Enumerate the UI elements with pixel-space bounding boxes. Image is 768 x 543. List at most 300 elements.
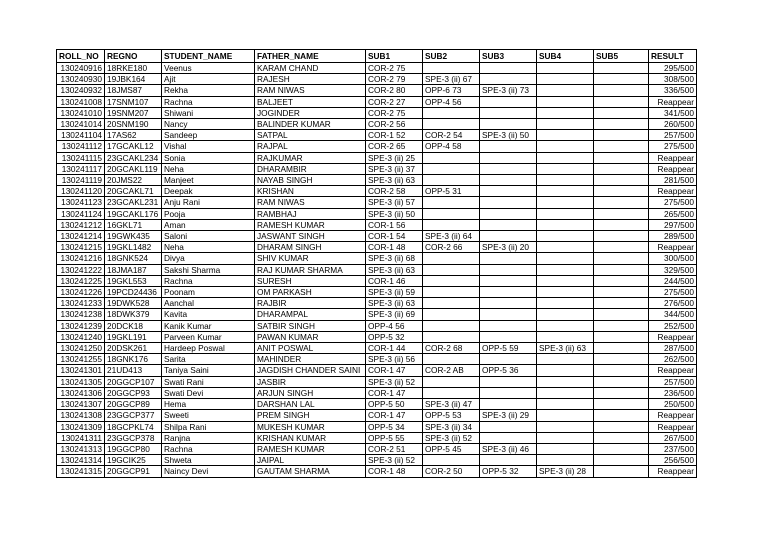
cell-roll-no: 130241123 [57, 197, 105, 208]
table-row [57, 287, 697, 298]
cell-sub5 [594, 74, 649, 85]
cell-student-name: Aanchal [162, 298, 255, 309]
cell-father-name: DARSHAN LAL [255, 399, 366, 410]
cell-sub5 [594, 354, 649, 365]
cell-father-name: RAMBHAJ [255, 208, 366, 219]
cell-sub1: OPP-5 55 [366, 432, 423, 443]
cell-sub1: SPE-3 (ii) 63 [366, 264, 423, 275]
cell-sub4 [537, 197, 594, 208]
cell-roll-no: 130241214 [57, 231, 105, 242]
cell-sub4 [537, 432, 594, 443]
cell-sub1: SPE-3 (ii) 50 [366, 208, 423, 219]
cell-roll-no: 130241124 [57, 208, 105, 219]
cell-sub5 [594, 376, 649, 387]
cell-sub2 [423, 152, 480, 163]
cell-sub4 [537, 376, 594, 387]
cell-sub1: COR-2 75 [366, 63, 423, 74]
cell-result: 336/500 [649, 85, 697, 96]
cell-sub3: SPE-3 (ii) 46 [480, 443, 537, 454]
cell-sub2: SPE-3 (ii) 52 [423, 432, 480, 443]
cell-sub4 [537, 287, 594, 298]
cell-father-name: JASBIR [255, 376, 366, 387]
cell-roll-no: 130241314 [57, 455, 105, 466]
cell-sub1: OPP-5 34 [366, 421, 423, 432]
cell-regno: 20GGCP91 [105, 466, 162, 477]
cell-father-name: KRISHAN [255, 186, 366, 197]
cell-sub3 [480, 163, 537, 174]
cell-roll-no: 130241010 [57, 107, 105, 118]
cell-sub1: COR-2 75 [366, 107, 423, 118]
cell-sub2 [423, 287, 480, 298]
table-row [57, 399, 697, 410]
cell-sub2 [423, 298, 480, 309]
cell-student-name: Deepak [162, 186, 255, 197]
cell-father-name: OM PARKASH [255, 287, 366, 298]
cell-regno: 20GCAKL71 [105, 186, 162, 197]
table-row [57, 96, 697, 107]
cell-result: Reappear [649, 242, 697, 253]
cell-roll-no: 130241225 [57, 275, 105, 286]
cell-roll-no: 130240932 [57, 85, 105, 96]
table-row [57, 365, 697, 376]
cell-regno: 20GGCP93 [105, 387, 162, 398]
cell-sub2 [423, 253, 480, 264]
cell-sub3: SPE-3 (ii) 29 [480, 410, 537, 421]
table-row [57, 320, 697, 331]
cell-sub5 [594, 96, 649, 107]
cell-student-name: Kavita [162, 309, 255, 320]
cell-sub3 [480, 455, 537, 466]
table-row [57, 141, 697, 152]
table-row [57, 387, 697, 398]
table-row [57, 443, 697, 454]
cell-sub2 [423, 219, 480, 230]
cell-father-name: SURESH [255, 275, 366, 286]
cell-sub1: COR-1 47 [366, 365, 423, 376]
cell-result: 287/500 [649, 343, 697, 354]
cell-sub2: OPP-5 45 [423, 443, 480, 454]
table-row [57, 466, 697, 477]
cell-sub5 [594, 264, 649, 275]
table-row [57, 163, 697, 174]
cell-sub1: COR-2 65 [366, 141, 423, 152]
cell-sub3 [480, 219, 537, 230]
cell-roll-no: 130241309 [57, 421, 105, 432]
cell-roll-no: 130241120 [57, 186, 105, 197]
cell-student-name: Neha [162, 163, 255, 174]
cell-result: 257/500 [649, 376, 697, 387]
cell-sub1: COR-2 27 [366, 96, 423, 107]
cell-student-name: Hardeep Poswal [162, 343, 255, 354]
cell-regno: 18GNK524 [105, 253, 162, 264]
cell-student-name: Shiwani [162, 107, 255, 118]
cell-result: Reappear [649, 410, 697, 421]
cell-regno: 19GCIK25 [105, 455, 162, 466]
header-row [57, 50, 697, 63]
cell-result: Reappear [649, 96, 697, 107]
cell-sub3 [480, 63, 537, 74]
cell-sub2: OPP-6 73 [423, 85, 480, 96]
cell-student-name: Pooja [162, 208, 255, 219]
cell-sub5 [594, 343, 649, 354]
cell-father-name: JOGINDER [255, 107, 366, 118]
cell-regno: 17GCAKL12 [105, 141, 162, 152]
cell-sub5 [594, 432, 649, 443]
cell-result: 300/500 [649, 253, 697, 264]
cell-sub2: SPE-3 (ii) 47 [423, 399, 480, 410]
table-row [57, 197, 697, 208]
cell-father-name: RAJBIR [255, 298, 366, 309]
cell-father-name: GAUTAM SHARMA [255, 466, 366, 477]
cell-student-name: Swati Devi [162, 387, 255, 398]
cell-sub1: SPE-3 (ii) 57 [366, 197, 423, 208]
cell-sub1: SPE-3 (ii) 63 [366, 298, 423, 309]
header-result: RESULT [649, 50, 697, 63]
cell-sub3 [480, 119, 537, 130]
cell-father-name: RAMESH KUMAR [255, 443, 366, 454]
cell-result: 244/500 [649, 275, 697, 286]
cell-sub3 [480, 152, 537, 163]
cell-student-name: Shweta [162, 455, 255, 466]
cell-sub2: OPP-4 56 [423, 96, 480, 107]
cell-sub4 [537, 331, 594, 342]
cell-sub3 [480, 421, 537, 432]
cell-roll-no: 130241301 [57, 365, 105, 376]
cell-sub1: OPP-5 32 [366, 331, 423, 342]
cell-roll-no: 130241311 [57, 432, 105, 443]
cell-sub4 [537, 208, 594, 219]
cell-student-name: Saloni [162, 231, 255, 242]
cell-roll-no: 130241112 [57, 141, 105, 152]
cell-sub2 [423, 163, 480, 174]
cell-result: 341/500 [649, 107, 697, 118]
cell-sub3 [480, 197, 537, 208]
table-row [57, 331, 697, 342]
table-row [57, 130, 697, 141]
cell-roll-no: 130241119 [57, 175, 105, 186]
cell-sub4 [537, 309, 594, 320]
cell-student-name: Rachna [162, 443, 255, 454]
cell-sub2: SPE-3 (ii) 64 [423, 231, 480, 242]
cell-regno: 19JBK164 [105, 74, 162, 85]
cell-sub4 [537, 421, 594, 432]
cell-result: 275/500 [649, 287, 697, 298]
cell-sub2 [423, 455, 480, 466]
cell-student-name: Neha [162, 242, 255, 253]
cell-father-name: RAJKUMAR [255, 152, 366, 163]
cell-roll-no: 130241238 [57, 309, 105, 320]
cell-sub3 [480, 208, 537, 219]
cell-sub1: SPE-3 (ii) 52 [366, 455, 423, 466]
cell-student-name: Sakshi Sharma [162, 264, 255, 275]
cell-roll-no: 130241212 [57, 219, 105, 230]
cell-result: 260/500 [649, 119, 697, 130]
cell-sub2 [423, 63, 480, 74]
cell-regno: 20SNM190 [105, 119, 162, 130]
cell-sub3: OPP-5 59 [480, 343, 537, 354]
cell-sub4 [537, 253, 594, 264]
cell-result: 236/500 [649, 387, 697, 398]
cell-sub3 [480, 376, 537, 387]
cell-sub2 [423, 107, 480, 118]
cell-roll-no: 130241306 [57, 387, 105, 398]
cell-regno: 18JMA187 [105, 264, 162, 275]
cell-sub1: COR-1 48 [366, 466, 423, 477]
cell-regno: 23GCAKL231 [105, 197, 162, 208]
cell-student-name: Rekha [162, 85, 255, 96]
cell-sub5 [594, 421, 649, 432]
cell-roll-no: 130241117 [57, 163, 105, 174]
cell-sub4 [537, 63, 594, 74]
cell-sub5 [594, 275, 649, 286]
cell-sub3 [480, 264, 537, 275]
cell-sub2 [423, 354, 480, 365]
cell-sub5 [594, 399, 649, 410]
cell-regno: 19GKL553 [105, 275, 162, 286]
cell-sub5 [594, 231, 649, 242]
result-sheet [56, 49, 697, 478]
cell-father-name: KRISHAN KUMAR [255, 432, 366, 443]
cell-sub5 [594, 85, 649, 96]
table-row [57, 186, 697, 197]
cell-sub3 [480, 399, 537, 410]
cell-result: 250/500 [649, 399, 697, 410]
cell-roll-no: 130241239 [57, 320, 105, 331]
cell-result: Reappear [649, 163, 697, 174]
cell-student-name: Sweeti [162, 410, 255, 421]
cell-regno: 18JMS87 [105, 85, 162, 96]
cell-father-name: NAYAB SINGH [255, 175, 366, 186]
cell-roll-no: 130241215 [57, 242, 105, 253]
cell-sub2: COR-2 AB [423, 365, 480, 376]
cell-sub5 [594, 253, 649, 264]
cell-regno: 20GCAKL119 [105, 163, 162, 174]
cell-roll-no: 130241115 [57, 152, 105, 163]
cell-father-name: PREM SINGH [255, 410, 366, 421]
cell-sub5 [594, 186, 649, 197]
cell-sub5 [594, 152, 649, 163]
cell-result: Reappear [649, 331, 697, 342]
cell-roll-no: 130241014 [57, 119, 105, 130]
cell-sub4 [537, 107, 594, 118]
cell-sub5 [594, 287, 649, 298]
table-row [57, 107, 697, 118]
cell-roll-no: 130241216 [57, 253, 105, 264]
cell-sub4 [537, 298, 594, 309]
table-row [57, 432, 697, 443]
cell-sub4 [537, 443, 594, 454]
cell-regno: 19DWK528 [105, 298, 162, 309]
table-row [57, 219, 697, 230]
cell-sub4 [537, 85, 594, 96]
cell-roll-no: 130241233 [57, 298, 105, 309]
header-sub3: SUB3 [480, 50, 537, 63]
cell-sub3 [480, 298, 537, 309]
cell-sub3: SPE-3 (ii) 73 [480, 85, 537, 96]
cell-sub4 [537, 219, 594, 230]
cell-roll-no: 130241250 [57, 343, 105, 354]
cell-sub1: SPE-3 (ii) 52 [366, 376, 423, 387]
cell-result: 329/500 [649, 264, 697, 275]
cell-result: 265/500 [649, 208, 697, 219]
cell-sub1: SPE-3 (ii) 37 [366, 163, 423, 174]
cell-sub2 [423, 175, 480, 186]
cell-roll-no: 130241315 [57, 466, 105, 477]
cell-sub3 [480, 320, 537, 331]
table-row [57, 275, 697, 286]
table-row [57, 455, 697, 466]
cell-student-name: Manjeet [162, 175, 255, 186]
cell-result: Reappear [649, 466, 697, 477]
cell-sub5 [594, 443, 649, 454]
cell-sub1: COR-1 54 [366, 231, 423, 242]
cell-sub1: COR-2 80 [366, 85, 423, 96]
table-row [57, 119, 697, 130]
table-row [57, 63, 697, 74]
cell-father-name: SATPAL [255, 130, 366, 141]
cell-roll-no: 130241307 [57, 399, 105, 410]
cell-regno: 17SNM107 [105, 96, 162, 107]
cell-student-name: Sarita [162, 354, 255, 365]
cell-sub4 [537, 130, 594, 141]
cell-sub4 [537, 119, 594, 130]
cell-result: 275/500 [649, 197, 697, 208]
cell-sub1: SPE-3 (ii) 59 [366, 287, 423, 298]
cell-sub3 [480, 275, 537, 286]
cell-father-name: RAJ KUMAR SHARMA [255, 264, 366, 275]
cell-sub3 [480, 186, 537, 197]
cell-regno: 19GCAKL176 [105, 208, 162, 219]
cell-sub4 [537, 141, 594, 152]
cell-regno: 21UD413 [105, 365, 162, 376]
table-row [57, 231, 697, 242]
cell-sub2: COR-2 54 [423, 130, 480, 141]
cell-roll-no: 130240916 [57, 63, 105, 74]
cell-sub4: SPE-3 (ii) 28 [537, 466, 594, 477]
cell-sub5 [594, 365, 649, 376]
cell-regno: 19GKL1482 [105, 242, 162, 253]
cell-sub3 [480, 309, 537, 320]
cell-sub5 [594, 410, 649, 421]
cell-student-name: Ajit [162, 74, 255, 85]
table-row [57, 298, 697, 309]
cell-result: 297/500 [649, 219, 697, 230]
cell-sub5 [594, 387, 649, 398]
cell-sub3: OPP-5 36 [480, 365, 537, 376]
cell-sub5 [594, 163, 649, 174]
cell-result: 344/500 [649, 309, 697, 320]
cell-student-name: Poonam [162, 287, 255, 298]
table-row [57, 309, 697, 320]
cell-student-name: Anju Rani [162, 197, 255, 208]
cell-sub1: COR-1 52 [366, 130, 423, 141]
cell-sub4 [537, 74, 594, 85]
cell-father-name: SHIV KUMAR [255, 253, 366, 264]
cell-sub1: SPE-3 (ii) 68 [366, 253, 423, 264]
cell-roll-no: 130241240 [57, 331, 105, 342]
cell-result: 237/500 [649, 443, 697, 454]
header-sub2: SUB2 [423, 50, 480, 63]
cell-sub5 [594, 130, 649, 141]
cell-sub1: OPP-4 56 [366, 320, 423, 331]
cell-sub1: COR-2 56 [366, 119, 423, 130]
cell-student-name: Rachna [162, 96, 255, 107]
cell-father-name: RAMESH KUMAR [255, 219, 366, 230]
table-row [57, 85, 697, 96]
header-student-name: STUDENT_NAME [162, 50, 255, 63]
cell-result: 281/500 [649, 175, 697, 186]
cell-result: Reappear [649, 421, 697, 432]
cell-sub1: COR-2 58 [366, 186, 423, 197]
cell-regno: 19GGCP80 [105, 443, 162, 454]
cell-sub3 [480, 231, 537, 242]
cell-sub5 [594, 466, 649, 477]
cell-sub2 [423, 208, 480, 219]
cell-result: Reappear [649, 186, 697, 197]
cell-sub2 [423, 320, 480, 331]
cell-sub1: COR-2 79 [366, 74, 423, 85]
cell-regno: 17AS62 [105, 130, 162, 141]
cell-sub2 [423, 197, 480, 208]
table-row [57, 74, 697, 85]
cell-sub3 [480, 387, 537, 398]
cell-sub5 [594, 320, 649, 331]
table-row [57, 421, 697, 432]
cell-sub5 [594, 63, 649, 74]
cell-result: Reappear [649, 152, 697, 163]
header-father-name: FATHER_NAME [255, 50, 366, 63]
cell-result: 289/500 [649, 231, 697, 242]
cell-regno: 23GGCP377 [105, 410, 162, 421]
cell-sub3 [480, 107, 537, 118]
cell-result: 267/500 [649, 432, 697, 443]
cell-sub4 [537, 163, 594, 174]
cell-student-name: Vishal [162, 141, 255, 152]
cell-roll-no: 130241226 [57, 287, 105, 298]
cell-regno: 18GNK176 [105, 354, 162, 365]
cell-father-name: JAIPAL [255, 455, 366, 466]
cell-regno: 19PCD24436 [105, 287, 162, 298]
cell-regno: 19GKL191 [105, 331, 162, 342]
cell-sub5 [594, 219, 649, 230]
cell-sub4 [537, 175, 594, 186]
table-row [57, 242, 697, 253]
cell-father-name: PAWAN KUMAR [255, 331, 366, 342]
cell-sub4 [537, 186, 594, 197]
cell-sub4 [537, 399, 594, 410]
header-regno: REGNO [105, 50, 162, 63]
cell-sub4 [537, 231, 594, 242]
cell-student-name: Taniya Saini [162, 365, 255, 376]
cell-father-name: DHARAMPAL [255, 309, 366, 320]
cell-regno: 19GWK435 [105, 231, 162, 242]
cell-sub5 [594, 119, 649, 130]
cell-sub5 [594, 331, 649, 342]
cell-student-name: Nancy [162, 119, 255, 130]
cell-result: 295/500 [649, 63, 697, 74]
cell-result: 275/500 [649, 141, 697, 152]
cell-sub2: OPP-4 58 [423, 141, 480, 152]
cell-regno: 20DCK18 [105, 320, 162, 331]
cell-sub3 [480, 331, 537, 342]
cell-student-name: Hema [162, 399, 255, 410]
cell-father-name: RAM NIWAS [255, 197, 366, 208]
table-row [57, 152, 697, 163]
cell-sub4 [537, 455, 594, 466]
cell-sub2 [423, 264, 480, 275]
table-row [57, 253, 697, 264]
cell-sub2 [423, 387, 480, 398]
